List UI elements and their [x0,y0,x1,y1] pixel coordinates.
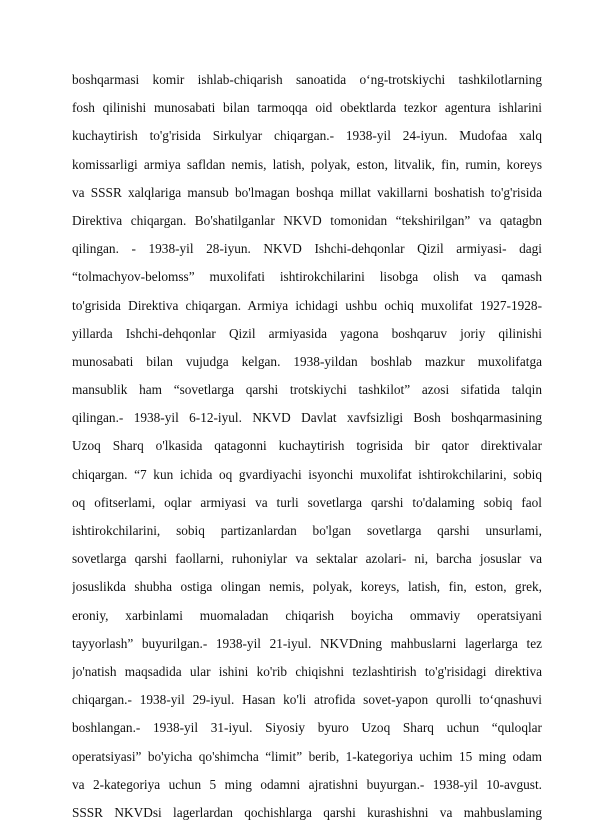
text-line: kuchaytirish to'g'risida Sirkulyar chiqargan.- 1938-yil 24-iyun. Mudofaa xalq [72,128,542,144]
text-line: ishtirokchilarini, sobiq partizanlardan bo'lgan sovetlarga qarshi unsurlami, [72,523,542,538]
text-line: Uzoq Sharq o'lkasida qatagonni kuchaytirish togrisida bir qator direktivalar [72,438,542,454]
text-line: oq ofitserlami, oqlar armiyasi va turli sovetlarga qarshi to'dalaming sobiq faol [72,494,542,510]
text-line: komissarligi armiya safldan nemis, latish, polyak, eston, litvalik, fin, rumin, koreys [72,156,542,172]
text-line: jo'natish maqsadida ular ishini ko'rib chiqishni tezlashtirish to'g'risidagi direktiva [72,663,542,679]
text-line: operatsiyasi” bo'yicha qo'shimcha “limit” berib, 1-kategoriya uchim 15 ming odam [72,748,542,764]
document-body [72,66,542,827]
text-line: SSSR NKVDsi lagerlardan qochishlarga qarshi kurashishni va mahbuslaming [72,804,542,820]
text-line: Direktiva chiqargan. Bo'shatilganlar NKVD tomonidan “tekshirilgan” va qatagbn [72,212,542,228]
text-line: chiqargan. “7 kun ichida oq gvardiyachi isyonchi muxolifat ishtirokchilarini, sobiq [72,466,542,482]
text-line: yillarda Ishchi-dehqonlar Qizil armiyasida yagona boshqaruv joriy qilinishi [72,325,542,341]
text-line: “tolmachyov-belomss” muxolifati ishtirokchilarini lisobga olish va qamash [72,269,542,285]
text-line: munosabati bilan vujudga kelgan. 1938-yildan boshlab mazkur muxolifatga [72,353,542,369]
text-line: chiqargan.- 1938-yil 29-iyul. Hasan ko'li atrofida sovet-yapon qurolli to‘qnashuvi [72,692,542,708]
text-line: eroniy, xarbinlami muomaladan chiqarish boyicha ommaviy operatsiyani [72,607,542,623]
text-line: to'grisida Direktiva chiqargan. Armiya ichidagi ushbu ochiq muxolifat 1927-1928- [72,297,542,313]
text-line: fosh qilinishi munosabati bilan tarmoqqa oid obektlarda tezkor agentura ishlarini [72,100,542,116]
text-line: sovetlarga qarshi faollarni, ruhoniylar va sektalar azolari- ni, barcha josuslar va [72,551,542,567]
text-line: qilingan.- 1938-yil 6-12-iyul. NKVD Davlat xavfsizligi Bosh boshqarmasining [72,410,542,426]
text-line: josuslikda shubha ostiga olingan nemis, polyak, koreys, latish, fin, eston, grek, [72,579,542,595]
text-line: mansublik ham “sovetlarga qarshi trotskiychi tashkilot” azosi sifatida talqin [72,382,542,398]
text-line: va 2-kategoriya uchun 5 ming odamni ajratishni buyurgan.- 1938-yil 10-avgust. [72,776,542,792]
text-line: va SSSR xalqlariga mansub bo'lmagan boshqa millat vakillarni boshatish to'g'risida [72,184,542,200]
text-line: qilingan. - 1938-yil 28-iyun. NKVD Ishchi-dehqonlar Qizil armiyasi- dagi [72,241,542,257]
text-line: boshqarmasi komir ishlab-chiqarish sanoatida o‘ng-trotskiychi tashkilotlarning [72,72,542,87]
text-line: tayyorlash” buyurilgan.- 1938-yil 21-iyul. NKVDning mahbuslarni lagerlarga tez [72,635,542,651]
text-line: boshlangan.- 1938-yil 31-iyul. Siyosiy byuro Uzoq Sharq uchun “quloqlar [72,720,542,736]
